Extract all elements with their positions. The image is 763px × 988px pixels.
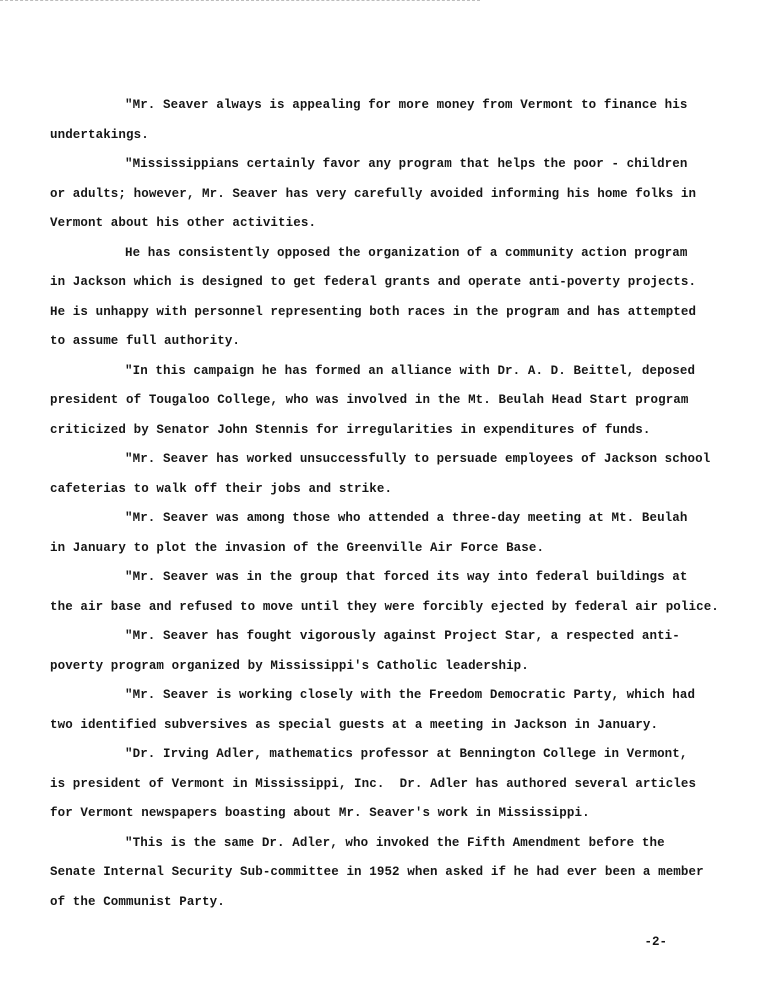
text-line: He has consistently opposed the organization of a community action program xyxy=(125,245,688,260)
text-line: is president of Vermont in Mississippi, Inc. Dr. Adler has authored several articles xyxy=(50,776,697,791)
text-line: "Mr. Seaver always is appealing for more money from Vermont to finance his xyxy=(125,98,688,112)
text-line: the air base and refused to move until they were forcibly ejected by federal air police. xyxy=(50,599,719,614)
text-line: criticized by Senator John Stennis for irregularities in expenditures of funds. xyxy=(50,422,651,437)
text-line: He is unhappy with personnel representing both races in the program and has attempted xyxy=(50,304,697,319)
text-line: of the Communist Party. xyxy=(50,894,225,909)
text-line: in Jackson which is designed to get federal grants and operate anti-poverty projects. xyxy=(50,275,697,289)
text-line: "Mr. Seaver was among those who attended a three-day meeting at Mt. Beulah xyxy=(125,511,688,525)
text-line: Senate Internal Security Sub-committee in 1952 when asked if he had ever been a member xyxy=(50,865,704,879)
text-line: "In this campaign he has formed an alliance with Dr. A. D. Beittel, deposed xyxy=(125,363,696,378)
text-line: or adults; however, Mr. Seaver has very carefully avoided informing his home folks in xyxy=(50,186,697,201)
text-line: "Mississippians certainly favor any program that helps the poor - children xyxy=(125,157,688,171)
page-number: -2- xyxy=(644,935,667,949)
text-line: "Mr. Seaver has fought vigorously against Project Star, a respected anti- xyxy=(125,629,680,643)
text-line: president of Tougaloo College, who was involved in the Mt. Beulah Head Start program xyxy=(50,393,689,407)
top-dashed-rule xyxy=(0,0,480,1)
text-line: Vermont about his other activities. xyxy=(50,216,317,230)
text-line: two identified subversives as special guests at a meeting in Jackson in January. xyxy=(50,717,659,732)
text-line: to assume full authority. xyxy=(50,334,241,348)
text-line: "This is the same Dr. Adler, who invoked the Fifth Amendment before the xyxy=(125,835,665,850)
text-line: for Vermont newspapers boasting about Mr. Seaver's work in Mississippi. xyxy=(50,806,590,820)
text-line: cafeterias to walk off their jobs and strike. xyxy=(50,481,393,496)
text-line: "Dr. Irving Adler, mathematics professor at Bennington College in Vermont, xyxy=(125,747,688,761)
text-line: poverty program organized by Mississippi's Catholic leadership. xyxy=(50,658,529,673)
text-line: "Mr. Seaver is working closely with the Freedom Democratic Party, which had xyxy=(125,688,696,702)
typed-text-body xyxy=(50,91,722,917)
text-line: "Mr. Seaver was in the group that forced its way into federal buildings at xyxy=(125,570,688,584)
text-line: in January to plot the invasion of the Greenville Air Force Base. xyxy=(50,540,545,555)
text-line: undertakings. xyxy=(50,127,149,142)
text-line: "Mr. Seaver has worked unsuccessfully to persuade employees of Jackson school xyxy=(125,452,711,466)
